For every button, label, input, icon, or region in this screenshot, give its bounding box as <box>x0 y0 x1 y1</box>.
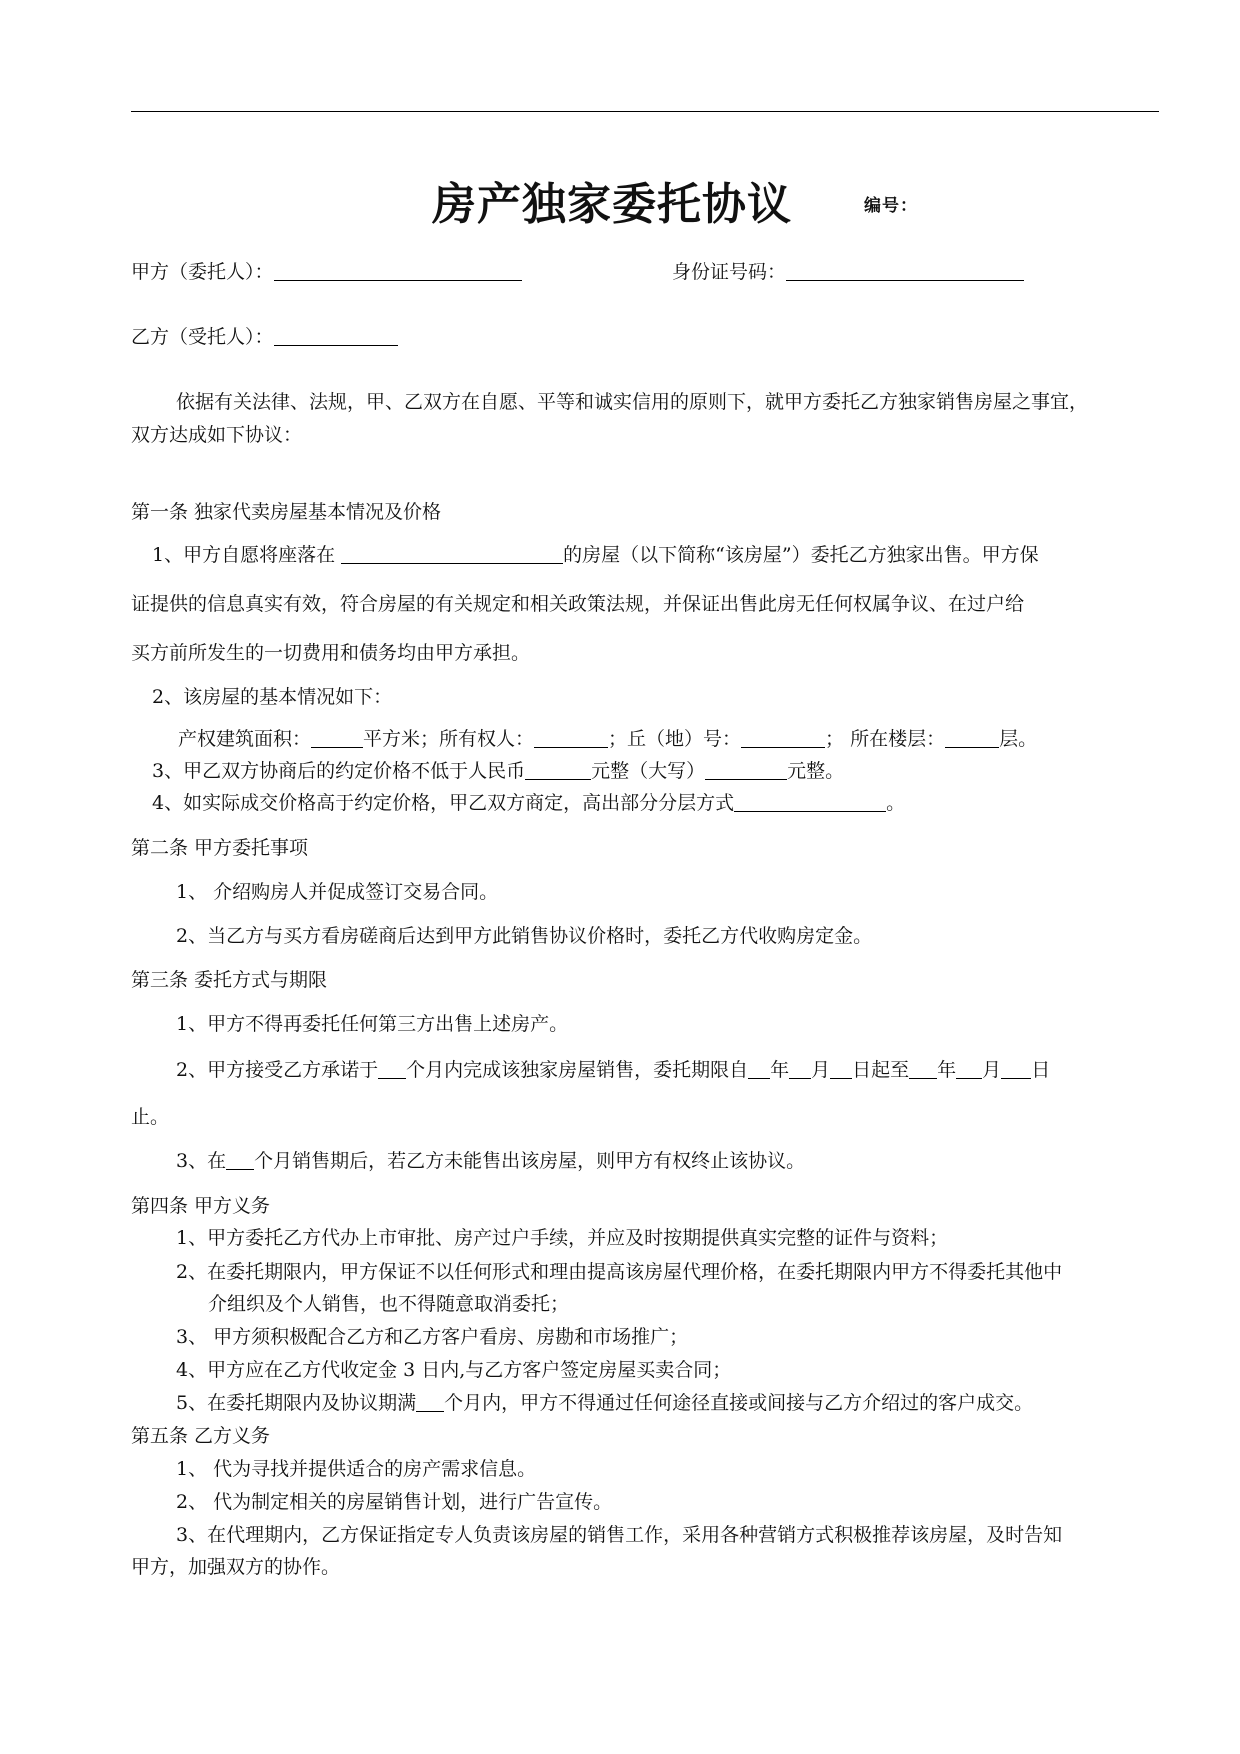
art1-item3 <box>152 759 844 783</box>
party-a-blank[interactable] <box>274 262 522 281</box>
art5-item3-line2: 甲方，加强双方的协作。 <box>131 1556 341 1578</box>
art5-item2: 2、 代为制定相关的房屋销售计划，进行广告宣传。 <box>176 1491 613 1513</box>
month-label-1: 月 <box>811 1059 831 1081</box>
end-year-blank[interactable] <box>909 1060 937 1079</box>
id-label: 身份证号码： <box>672 261 787 283</box>
art1-item2: 2、该房屋的基本情况如下： <box>152 686 393 708</box>
party-a-line <box>131 260 522 284</box>
end-day-blank[interactable] <box>1001 1060 1031 1079</box>
area-label: 产权建筑面积： <box>178 728 312 750</box>
location-blank[interactable] <box>341 545 563 564</box>
year-label-1: 年 <box>770 1059 790 1081</box>
price-words-blank[interactable] <box>705 761 787 780</box>
document-title: 房产独家委托协议 <box>432 179 792 230</box>
floor-unit: 层。 <box>999 728 1038 750</box>
art1-item3-text-a: 3、甲乙双方协商后的约定价格不低于人民币 <box>152 760 526 782</box>
expiry-months-blank[interactable] <box>416 1393 444 1412</box>
start-day-blank[interactable] <box>830 1060 852 1079</box>
art4-item1: 1、甲方委托乙方代办上市审批、房产过户手续，并应及时按期提供真实完整的证件与资料； <box>176 1227 949 1249</box>
day-label: 日 <box>1031 1059 1051 1081</box>
article-1-title: 第一条 独家代卖房屋基本情况及价格 <box>131 501 442 523</box>
art3-item3 <box>176 1149 805 1173</box>
art4-item5-text-a: 5、在委托期限内及协议期满 <box>176 1392 417 1414</box>
art3-item3-text-b: 个月销售期后，若乙方未能售出该房屋，则甲方有权终止该协议。 <box>254 1150 806 1172</box>
art4-item3: 3、 甲方须积极配合乙方和乙方客户看房、房勘和市场推广； <box>176 1326 689 1348</box>
year-label-2: 年 <box>937 1059 957 1081</box>
header-rule <box>131 111 1159 112</box>
art3-item2-text-a: 2、甲方接受乙方承诺于 <box>176 1059 379 1081</box>
art2-item1: 1、 介绍购房人并促成签订交易合同。 <box>176 881 499 903</box>
art1-item1-text-a: 1、甲方自愿将座落在 <box>152 544 342 566</box>
party-b-label: 乙方（受托人）： <box>131 326 274 348</box>
art1-item1-line2: 证提供的信息真实有效，符合房屋的有关规定和相关政策法规，并保证出售此房无任何权属争议、在过户给 <box>131 593 1025 615</box>
property-details-line <box>178 727 1037 751</box>
floor-label: ； 所在楼层： <box>825 728 946 750</box>
title-row <box>0 168 1240 232</box>
art1-item1-text-b: 的房屋（以下简称“该房屋”）委托乙方独家出售。甲方保 <box>563 544 1039 566</box>
art2-item2: 2、当乙方与买方看房磋商后达到甲方此销售协议价格时，委托乙方代收购房定金。 <box>176 925 873 947</box>
art4-item5-text-b: 个月内，甲方不得通过任何途径直接或间接与乙方介绍过的客户成交。 <box>444 1392 1034 1414</box>
price-blank[interactable] <box>525 761 591 780</box>
art4-item2-line2: 介组织及个人销售，也不得随意取消委托； <box>208 1293 570 1315</box>
owner-blank[interactable] <box>534 729 608 748</box>
art3-item1: 1、甲方不得再委托任何第三方出售上述房产。 <box>176 1013 569 1035</box>
party-a-label: 甲方（委托人）： <box>131 261 274 283</box>
area-blank[interactable] <box>311 729 363 748</box>
art1-item4-text-b: 。 <box>886 792 906 814</box>
party-b-blank[interactable] <box>274 327 398 346</box>
art3-item2-end: 止。 <box>131 1106 170 1128</box>
start-month-blank[interactable] <box>789 1060 811 1079</box>
id-blank[interactable] <box>786 262 1024 281</box>
sale-months-blank[interactable] <box>226 1151 254 1170</box>
article-3-title: 第三条 委托方式与期限 <box>131 969 328 991</box>
art5-item1: 1、 代为寻找并提供适合的房产需求信息。 <box>176 1458 537 1480</box>
end-month-blank[interactable] <box>956 1060 982 1079</box>
month-label-2: 月 <box>982 1059 1002 1081</box>
art1-item3-text-b: 元整（大写） <box>591 760 706 782</box>
art1-item1-line1 <box>152 543 1039 567</box>
article-2-title: 第二条 甲方委托事项 <box>131 837 309 859</box>
art4-item2-line1: 2、在委托期限内，甲方保证不以任何形式和理由提高该房屋代理价格，在委托期限内甲方不得委托其他中 <box>176 1261 1063 1283</box>
lot-blank[interactable] <box>741 729 825 748</box>
art1-item3-text-c: 元整。 <box>787 760 845 782</box>
floor-blank[interactable] <box>945 729 999 748</box>
party-b-line <box>131 325 398 349</box>
art3-item2-text-b: 个月内完成该独家房屋销售，委托期限自 <box>406 1059 749 1081</box>
art4-item4: 4、甲方应在乙方代收定金 3 日内,与乙方客户签定房屋买卖合同； <box>176 1359 732 1381</box>
art4-item5 <box>176 1391 1033 1415</box>
id-line <box>672 260 1024 284</box>
art1-item1-line3: 买方前所发生的一切费用和债务均由甲方承担。 <box>131 642 531 664</box>
number-label: 编号： <box>864 196 918 216</box>
intro-line-1: 依据有关法律、法规，甲、乙双方在自愿、平等和诚实信用的原则下，就甲方委托乙方独家销售房屋之事宜， <box>176 391 1089 413</box>
area-unit: 平方米；所有权人： <box>363 728 535 750</box>
art1-item4-text-a: 4、如实际成交价格高于约定价格，甲乙双方商定，高出部分分层方式 <box>152 792 735 814</box>
art3-item2 <box>176 1058 1050 1082</box>
article-5-title: 第五条 乙方义务 <box>131 1425 271 1447</box>
art5-item3-line1: 3、在代理期内，乙方保证指定专人负责该房屋的销售工作，采用各种营销方式积极推荐该房屋，及时告知 <box>176 1524 1063 1546</box>
day-from-label: 日起至 <box>852 1059 910 1081</box>
start-year-blank[interactable] <box>748 1060 770 1079</box>
intro-line-2: 双方达成如下协议： <box>131 424 303 446</box>
article-4-title: 第四条 甲方义务 <box>131 1195 271 1217</box>
split-method-blank[interactable] <box>734 793 886 812</box>
months-blank[interactable] <box>378 1060 406 1079</box>
lot-label: ；丘（地）号： <box>608 728 742 750</box>
art1-item4 <box>152 791 905 815</box>
art3-item3-text-a: 3、在 <box>176 1150 227 1172</box>
